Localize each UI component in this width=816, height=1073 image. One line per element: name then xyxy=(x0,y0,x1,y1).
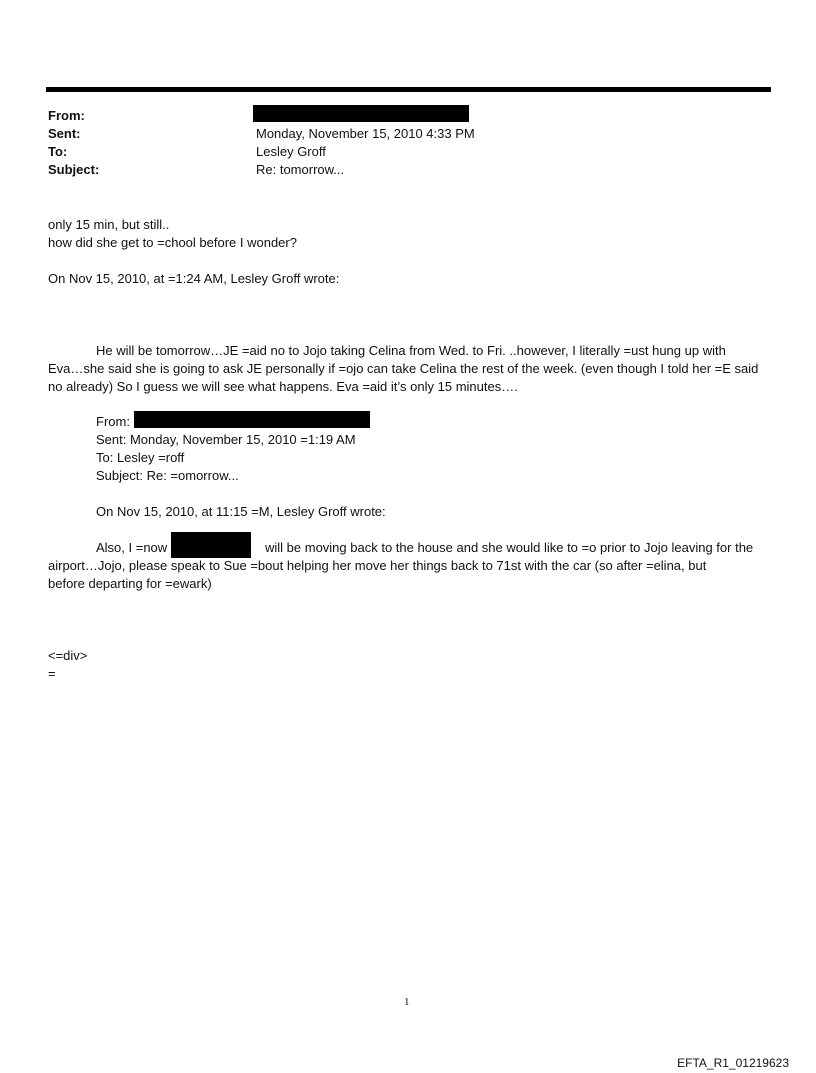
body-line: Eva…she said she is going to ask JE personally if =ojo can take Celina the rest of the week. (even though I told her =E said xyxy=(48,361,759,376)
div-artifact: <=div> xyxy=(48,648,88,663)
body-line: only 15 min, but still.. xyxy=(48,217,170,232)
inner-subject-line: Subject: Re: =omorrow... xyxy=(96,468,239,483)
to-label: To: xyxy=(48,144,68,159)
body-line: airport…Jojo, please speak to Sue =bout helping her move her things back to 71st with the car (so after =elina, but xyxy=(48,558,707,573)
inner-sent-line: Sent: Monday, November 15, 2010 =1:19 AM xyxy=(96,432,356,447)
body-line: He will be tomorrow…JE =aid no to Jojo taking Celina from Wed. to Fri. ..however, I literally =ust hung up with xyxy=(96,343,726,358)
from-label: From: xyxy=(48,108,85,123)
inner-from-label: From: xyxy=(96,414,130,429)
body-line: before departing for =ewark) xyxy=(48,576,212,591)
redaction-bar xyxy=(171,532,251,558)
redaction-bar xyxy=(253,105,469,122)
subject-label: Subject: xyxy=(48,162,100,177)
redaction-bar xyxy=(134,411,370,428)
sent-label: Sent: xyxy=(48,126,81,141)
body-line: no already) So I guess we will see what happens. Eva =aid it’s only 15 minutes…. xyxy=(48,379,518,394)
quote-intro: On Nov 15, 2010, at =1:24 AM, Lesley Groff wrote: xyxy=(48,271,340,286)
subject-value: Re: tomorrow... xyxy=(256,162,345,177)
to-value: Lesley Groff xyxy=(256,144,326,159)
inner-to-line: To: Lesley =roff xyxy=(96,450,185,465)
body-line: Also, I =now xyxy=(96,540,168,555)
header-rule xyxy=(46,87,771,92)
body-line: how did she get to =chool before I wonder? xyxy=(48,235,297,250)
quote-intro: On Nov 15, 2010, at 11:15 =M, Lesley Groff wrote: xyxy=(96,504,386,519)
sent-value: Monday, November 15, 2010 4:33 PM xyxy=(256,126,475,141)
bates-number: EFTA_R1_01219623 xyxy=(677,1056,789,1070)
body-line: will be moving back to the house and she would like to =o prior to Jojo leaving for the xyxy=(265,540,754,555)
equals-artifact: = xyxy=(48,666,56,681)
page-number: 1 xyxy=(404,996,410,1008)
